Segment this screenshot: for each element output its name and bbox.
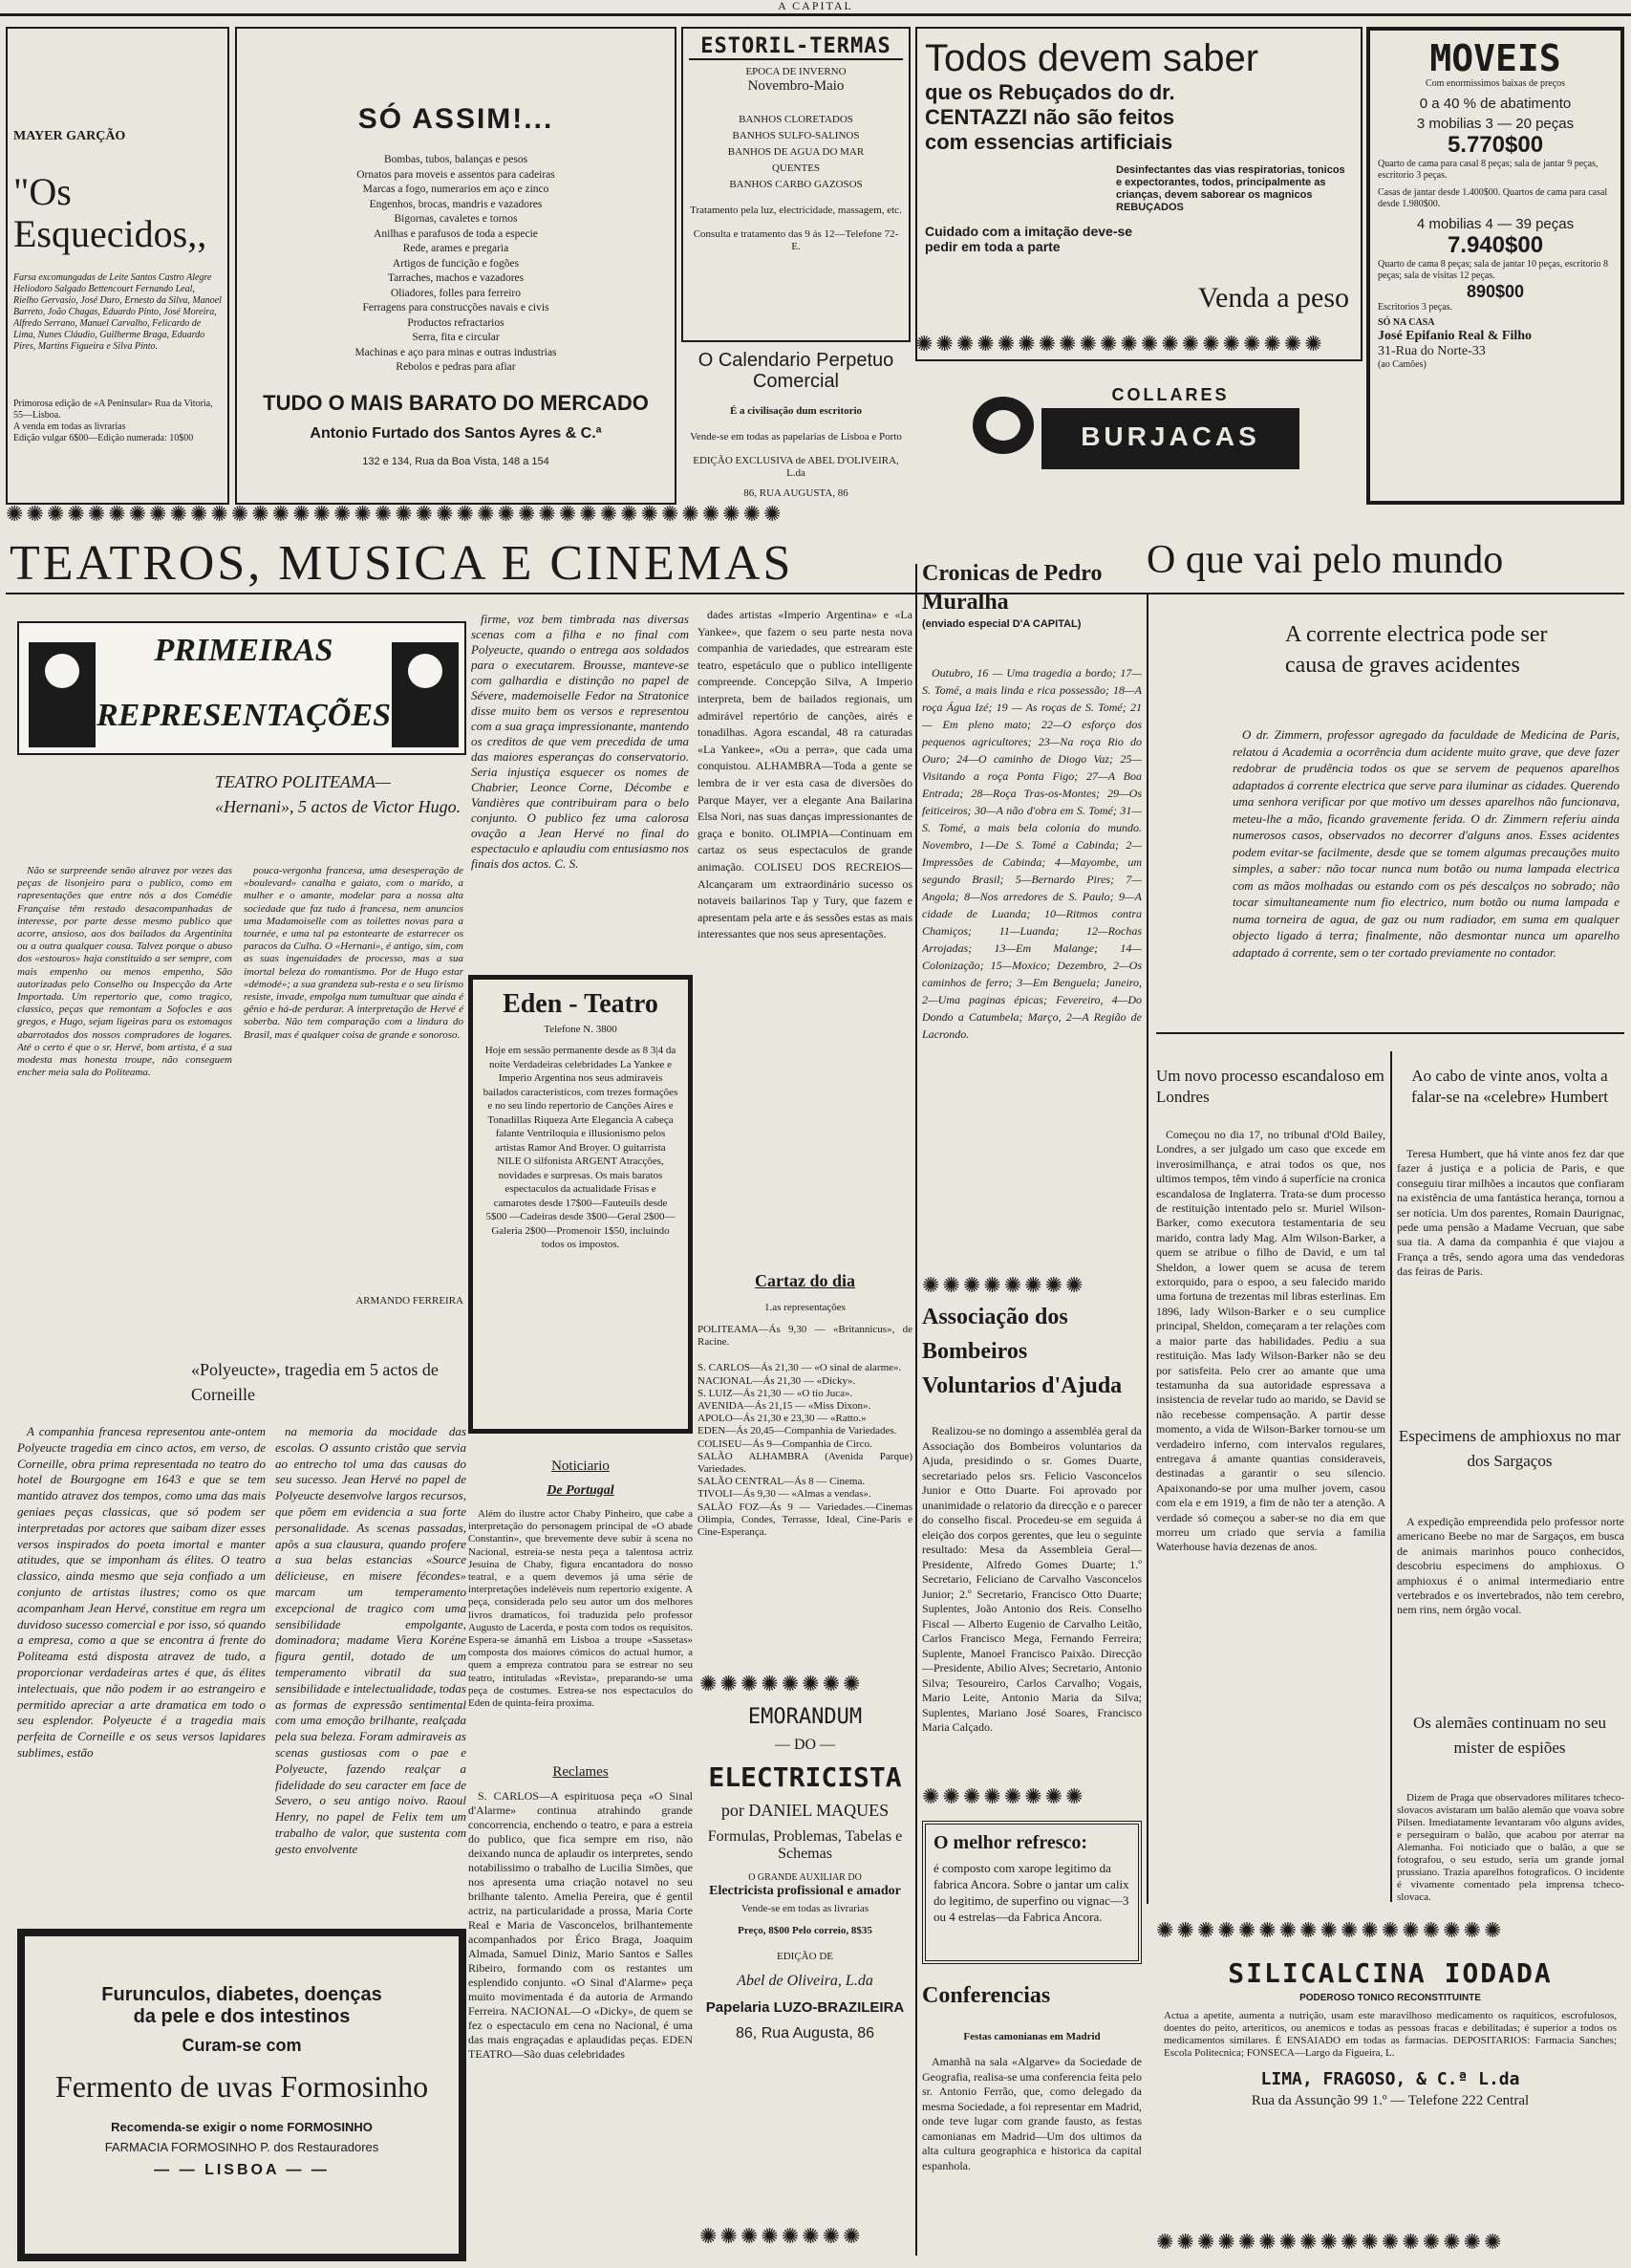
list-item: Rebolos e pedras para afiar xyxy=(396,361,516,373)
list-item: Artigos de funcição e fogões xyxy=(392,257,520,270)
heading-text: De Portugal xyxy=(547,1483,614,1498)
ad-l4: Fermento de uvas Formosinho xyxy=(54,2069,429,2104)
ad-l10: EDIÇÃO DE xyxy=(777,1951,833,1962)
ad-line3: com essencias artificiais xyxy=(925,130,1173,154)
list-item: Marcas a fogo, numerarios em aço e zinco xyxy=(362,184,549,195)
list-item: Anilhas e parafusos de toda a especie xyxy=(374,227,538,240)
ad-sub: Com enormissimos baixas de preços xyxy=(1425,78,1566,89)
ad-address: 31-Rua do Norte-33 xyxy=(1378,344,1486,358)
ad-l1: EMORANDUM xyxy=(747,1705,863,1729)
ad-so-assim xyxy=(235,27,676,505)
ad-title: ESTORIL-TERMAS xyxy=(689,34,903,60)
ad-title: MOVEIS xyxy=(1429,37,1561,79)
article-text: Amanhã na sala «Algarve» da Sociedade de Geografia, realisa-se uma conferencia feita pelo sr. Antonio Ferrão, que, como delegado da mesma Sociedade, a foi representar em Madrid, onde teve lugar com grande fausto, as festas camonianas em Madrid—Um dos ultimos da alta cultura geographica e historica da capital espanhola. xyxy=(922,2055,1142,2172)
ad-d3: Quarto de cama 8 peças; sala de jantar 10 peças, escritorio 8 peças; sala de visitas 12 peças. xyxy=(1378,259,1609,281)
article-col-poly-1 xyxy=(17,1424,266,1959)
amphioxus-heading xyxy=(1395,1424,1624,1510)
swirl-border: ✺✺✺✺✺✺✺✺ xyxy=(699,2227,864,2248)
list-item: Bombas, tubos, balanças e pesos xyxy=(383,154,528,165)
cartaz-heading xyxy=(697,1271,912,1298)
politeama-heading xyxy=(215,769,473,855)
heading-text: Um novo processo escandaloso em Londres xyxy=(1156,1067,1384,1106)
article-col-3 xyxy=(471,612,689,956)
ad-sale: Vende-se em todas as papelarias de Lisboa e Porto xyxy=(690,431,902,443)
ad-title: O melhor refresco: xyxy=(934,1832,1088,1853)
ad-slogan: TUDO O MAIS BARATO DO MERCADO xyxy=(263,390,649,415)
ad-firm: Antonio Furtado dos Santos Ayres & C.ª xyxy=(310,424,602,442)
ad-near: (ao Camões) xyxy=(1378,359,1427,370)
ad-phone: Telefone N. 3800 xyxy=(544,1024,617,1035)
heading-text: Conferencias xyxy=(922,1983,1051,2008)
swirl-border: ✺✺✺✺✺✺✺✺✺✺✺✺✺✺✺✺✺ xyxy=(1156,2233,1505,2254)
article-col-imperio xyxy=(697,607,912,1266)
article-text: O dr. Zimmern, professor agregado da faculdade de Medicina de Paris, relatou á Academia a ocorrência dum acidente muito grave, que deve fazer redobrar de prudência todos os que se servem de pequenos aparelhos adaptados á corrente electrica que serve para iluminar as cidades. Querendo uma senhora verificar por que motivo um desses aparelhos não funcionava, meteu-lhe a mão, ficando gravemente ferida. O dr. Zimmern referiu ainda numerosos casos, observados no decorrer d'alguns anos. Esses acidentes podem evitar-se facilmente, desde que se tomem algumas precauções muito simples, a saber: não tocar nunca num botão ou numa lampada electrica com as mãos molhadas ou estando com os pés descalços no sobrado; não tocar simultaneamente num fio electrico, num botão ou numa lampada e numa torneira de agua, de gaz ou num radiador, em suma em qualquer objecto ligado á terra; finalmente, não desmontar nunca um aparelho adaptado á corrente, sem o ter cortado previamente no contador. xyxy=(1233,727,1620,960)
reclames-body xyxy=(468,1789,693,2257)
ad-d1: Quarto de cama para casal 8 peças; sala de jantar 9 peças, escritorio 3 peças. xyxy=(1378,159,1599,181)
article-text: Realizou-se no domingo a assembléa geral da Associação dos Bombeiros voluntarios da Ajuda, presidindo o sr. Gomes Duarte, secretariado pelos srs. Felicio Vasconcelos Junior e Otto Duarte. Foi aprovado por unanimidade o relatorio da direcção e o parecer do conselho fiscal. Procedeu-se em seguida á eleição dos corpos gerentes, que leu o seguinte resultado: Mesa da Assembleia Geral—Presidente, Alfredo Gomes Duarte; 1.º Secretario, Feliciano de Carvalho Vasconcelos Junior; 2.º Secretario, Francisco Otto Duarte; Suplentes, João Antonio dos Reis. Conselho Fiscal — Alberto Eugenio de Carvalho Leitão, Carlos Francisco Mega, Fernando Ferreira; Suplente, Manoel Francisco Paixão. Direcção—Presidente, Abilio Alves; Secretario, Antonio Silva; Tesoureiro, Carlos Carvalho; Vogais, Mario Leite, Antonio Maria da Silva; Suplentes, Mariano José Soares, Francisco Maria Calçado. xyxy=(922,1424,1142,1734)
ad-p1: 5.770$00 xyxy=(1447,132,1544,158)
ad-desc: Desinfectantes das vias respiratorias, tonicos e expectorantes, todos, principalmente as crianças, devem saborear os magnicos REBUÇADOS xyxy=(1116,164,1345,213)
list-item: TIVOLI—Ás 9,30 — «Almas a vendas». xyxy=(697,1488,871,1501)
article-text: Outubro, 16 — Uma tragedia a bordo; 17—S. Tomé, a mais linda e rica possessão; 18—A roça Água Izé; 19 — As roças de S. Tomé; 21 — Em pleno mato; 22—O esforço dos pequenos agricultores; 23—Na roça Rio do Ouro; 24—O caminho de Diogo Vaz; 25—Visitando a roça Ponta Figo; 27—A Boa Entrada; 28—Roça Tras-os-Montes; 29—Os feiticeiros; 30—A não d'obra em S. Tomé; 31—S. Tomé, a mais bela colonia do mundo. Novembro, 1—De S. Tomé a Cabinda; 2—Impressões de Cabinda; 4—Mayombe, um segundo Brasil; 5—Bernardo Pires; 7—Angola; 8—Nos arredores de S. Paulo; 9—A cidade de Luanda; 10—Ritmos contra Chamiços; 11—Luanda; 12—Rochas Arrojadas; 13—Em Malange; 14—Colonização; 15—Moxico; Dezembro, 2—Os caminhos de ferro; 3—Em Benguela; Janeiro, 2—Uma paginas épicas; Fevereiro, 4—Do Dondo a Catumbela; Março, 2—A Região de Lacrondo. xyxy=(922,666,1142,1041)
ad-months: Novembro-Maio xyxy=(747,78,845,94)
list-item: EDEN—Ás 20,45—Companhia de Variedades. xyxy=(697,1425,897,1437)
processo-body xyxy=(1156,1128,1385,1892)
heading-text: Especimens de amphioxus no mar dos Sargaços xyxy=(1398,1427,1621,1470)
section-heading-mundo xyxy=(1147,537,1624,593)
ad-edition: EDIÇÃO EXCLUSIVA de ABEL D'OLIVEIRA, L.da xyxy=(693,455,899,479)
ad-firm: José Epifanio Real & Filho xyxy=(1378,329,1533,343)
ad-l5: Recomenda-se exigir o nome FORMOSINHO xyxy=(111,2120,373,2134)
signature-text: ARMANDO FERREIRA xyxy=(355,1295,463,1307)
article-text: Teresa Humbert, que há vinte anos fez dar que fazer á justiça e a policia de Paris, e que conseguiu tirar milhões a incautos que confiaram na existência de uma fantástica herança, tornou a ser notícia. Um dos parentes, Romain Daurignac, pede uma pensão a Madame Vecruan, que sabe sua tia. A dama da companhia é que viajou a França a três, sendo agora uma das vendedoras das feiras de Paris. xyxy=(1397,1147,1624,1279)
heading-text: 1.as representações xyxy=(764,1302,846,1313)
heading-text: Noticiario xyxy=(551,1458,610,1474)
ad-price: Edição vulgar 6$00—Edição numerada: 10$00 xyxy=(13,433,194,443)
ad-mayer-garcao xyxy=(6,27,229,505)
ad-l5: Formulas, Problemas, Tabelas e Schemas xyxy=(707,1828,903,1862)
swirl-border: ✺✺✺✺✺✺✺✺✺✺✺✺✺✺✺✺✺ xyxy=(1156,1921,1505,1942)
ad-title: SILICALCINA IODADA xyxy=(1228,1957,1553,1989)
ad-p2: 7.940$00 xyxy=(1447,232,1544,258)
ad-line1: COLLARES xyxy=(1111,385,1230,404)
heading-text: Associação dos Bombeiros Voluntarios d'Ajuda xyxy=(922,1305,1123,1398)
ad-title: O Calendario Perpetuo Comercial xyxy=(697,350,894,392)
muralha-heading xyxy=(922,559,1142,645)
heading-text: Os alemães continuam no seu mister de espiões xyxy=(1412,1714,1607,1757)
article-text: pouca-vergonha francesa, uma desesperação de «boulevard» canalha e gaiato, com o marido, a mulher e o amante, modelar para a nossa alta sociedade que faz tudo á francesa, nem anuncios uma Madamoiselle com as toilettes novas para a tournée, e uma tal pa estontearte de estarrecer os paracos da Culha. O «Hernani», é antigo, sim, com as suas ingenuidades de processo, mas a sua imortal beleza do romantismo. Por de Hugo estar «démodé»; a sua grandeza sub-resta e o seu lirismo resiste, invade, empolga num tumultuar que ainda é gênio e há-de perdurar. A interpretação de Hervé é soberba. Não tem comparação com a lindura do Brasil, mas é qualquer coisa de grande e sonoroso. xyxy=(244,865,463,1041)
list-item: BANHOS CLORETADOS xyxy=(739,114,853,125)
corrente-heading xyxy=(1285,619,1600,715)
list-item: SALÃO CENTRAL—Ás 8 — Cinema. xyxy=(697,1476,866,1488)
list-item: POLITEAMA—Ás 9,30 — «Britannicus», de Racine. xyxy=(697,1324,912,1349)
divider xyxy=(6,593,1624,594)
ad-items xyxy=(245,153,667,376)
heading-text: A corrente electrica pode ser causa de graves acidentes xyxy=(1285,622,1548,678)
list-item: Ornatos para moveis e assentos para cadeiras xyxy=(356,168,555,181)
corrente-body xyxy=(1233,726,1620,1023)
ad-l7: — — LISBOA — — xyxy=(154,2162,330,2178)
heading-text: «Polyeucte», tragedia em 5 actos de Corneille xyxy=(191,1360,439,1404)
article-text: Dizem de Praga que observadores militares tcheco-slovacos avistaram um balão alemão que voava sobre Pilsen. Imediatamente levantaram vôo alguns avides, e perseguiram o balão, que acabou por aterrar na Alemanha. Foi noticiado que o balão, a que se fotografou, o seu estudo, seria um grande jornal prussiano. Trazia aparelhos fotograficos. O incidente é vivamente comentado pela imprensa tcheco-slovaca. xyxy=(1397,1792,1624,1902)
article-col-1 xyxy=(17,865,232,1324)
column-rule xyxy=(1147,594,1148,1904)
swirl-border: ✺✺✺✺✺✺✺✺✺✺✺✺✺✺✺✺✺✺✺✺✺✺✺✺✺✺✺✺✺✺✺✺✺✺✺✺✺✺ xyxy=(6,505,784,526)
ad-line2: BURJACAS xyxy=(1081,421,1260,451)
ad-d2: Casas de jantar desde 1.400$00. Quartos de cama para casal desde 1.980$00. xyxy=(1378,187,1608,209)
list-item: S. CARLOS—Ás 21,30 — «O sinal de alarme». xyxy=(697,1362,902,1374)
list-item: SALÃO ALHAMBRA (Avenida Parque) Variedades. xyxy=(697,1450,912,1476)
ad-header: MAYER GARÇÃO xyxy=(13,129,126,143)
bombeiros-body xyxy=(922,1424,1142,1806)
list-item: AVENIDA—Ás 21,15 — «Miss Dixon». xyxy=(697,1400,871,1413)
article-text: Começou no dia 17, no tribunal d'Old Bailey, Londres, a ser julgado um caso que excede em inverosimilhança, e atrai todos os que, nos ultimos tempos, têm vindo á superfície na cronica escandalosa de Inglaterra. Trata-se dum processo de restituição intentado pelo sr. Muriel Wilson-Barker, como executora testamentaria de seu marido, contra lady Mag. Alm Wilson-Barker, a quem se atribue o filho de David, e um tal Sheldon, a lower quem se acusa de terem extorquido, para o espoo, a seu falecido marido uma fortuna de trezentas mil libras esterlinas. Em 1896, lady Wilson-Barker e o seu cumplice principal, Sheldon, começaram a ter relações com a maior parte das habilidades. Pediu a sua restituição. Mas lady Wilson-Barker não se deu por satisfeita. Pelo crer ao amante que uma testamunha da sua autoridade espressava a insistencia de revelar tudo ao marido, se David se não recebesse compensação. A partir desse momento, a vida de Wilson-Barker tornou-se um verdadeiro inferno, com intervalos regulares, entregava á amante quantias consideraveis, destinadas a garantir o seu silencio. Apaixonando-se por uma mulher jovem, casou com ela e em 1919, a fim de não ter a atenção. A verdade só começou a saber-se no dia em que morreu um criado que servia a familia Waterhouse havia dezenas de anos. xyxy=(1156,1128,1385,1554)
noticiario-heading xyxy=(468,1458,693,1479)
list-item: COLISEU—Ás 9—Companhia de Circo. xyxy=(697,1437,872,1450)
ad-silicalcina xyxy=(1156,1950,1624,2217)
ad-calendario xyxy=(681,344,911,526)
swirl-border: ✺✺✺✺✺✺✺✺ xyxy=(922,1787,1086,1808)
cartaz-sub xyxy=(697,1302,912,1317)
ad-body: Farsa excomungadas de Leite Santos Castro Alegre Heliodoro Salgado Bettencourt Fernando Leal, Rielho Gervasio, José Duro, Ernesto da Silva, Manoel Barreto, João Chagas, Eduardo Pinto, José Moreira, Alfredo Serrano, Manuel Carvalho, Felicardo de Lima, Nunes Cláudio, Guilherme Braga, Eduardo Pires, Martins Figueira e Silva Pinto. xyxy=(13,272,222,352)
ad-l3: ELECTRICISTA xyxy=(708,1761,902,1793)
ad-consult: Consulta e tratamento das 9 ás 12—Telefone 72-E. xyxy=(693,228,899,252)
ad-title: "Os Esquecidos,, xyxy=(13,170,207,255)
list-item: Bigornas, cavaletes e tornos xyxy=(394,213,518,225)
ad-collares xyxy=(965,378,1309,483)
section-title: TEATROS, MUSICA E CINEMAS xyxy=(10,536,794,591)
ad-firm: LIMA, FRAGOSO, & C.ª L.da xyxy=(1260,2069,1520,2089)
heading-text: TEATRO POLITEAMA— «Hernani», 5 actos de Victor Hugo. xyxy=(215,772,461,816)
article-text: A companhia francesa representou ante-ontem Polyeucte tragedia em cinco actos, em verso, de Corneille, obra prima representada no teatro do hotel de Bourgogne em 1643 e que se tem mantido atravez dos tempos, como uma das mais geniaes peças classicas, que só podem ser interpretadas por actores que saibam dizer esses versos inspirados do poeta imortal e manter atitudes, que se imponham ás élites. O teatro classico, ainda mesmo que seja confiado a um conjunto de artistas ilustres; como os que acompanham Jean Hervé, constitue em regra um duvidoso sucesso comercial e por isso, só quando a empresa, como a que se encontra á frente do Politeama está disposta atravez de tudo, a proporcionar verdadeiras artes é que, ás élites intelectuais, que não podem ir ao estrangeiro e permitido apreciar a arte dramatica em todo o seu esplendor. Polyeucte é a tragedia mais perfeita de Corneille e os seus versos lapidares sublimes, estão xyxy=(17,1424,266,1760)
article-text: na memoria da mocidade das escolas. O assunto cristão que servia ao entrecho tol uma das causas do seu sucesso. Jean Hervé no papel de Polyeucte desenvolve largos recursos, que põem em evidencia a sua forte personalidade. As scenas passadas, apôs a sua clausura, quando profere a sua belas estancias «Source délicieuse, en misere fécondes» marcam um temperamento excepcional de tragico com uma sensibilidade empolgante, dominadora; madame Viera Koréne figura gentil, dotado de um temperamento vibratil da sua sensibilidade e intelectualidade, todas as formas de expressão sentimental com uma emoção brilhante, realçada pela sua beleza. Foram admiraveis as scenas gustiosas com o pae e Polyeucte, fazendo realçar a fidelidade do seu caracter em face de Severo, o seu antigo noivo. Raoul Henry, no papel de Felix tem um trabalho de valor, que sustenta com gesto envolvente xyxy=(275,1424,466,1856)
article-text: Além do ilustre actor Chaby Pinheiro, que cabe a interpretação do personagem principal de «O abade Constantin», que brevemente deve subir á scena no Nacional, estreia-se nesta peça a talentosa actriz Jesuína de Chaby, figura encantadora do nosso teatral, e a quem devemos já uma série de interpretações indeléveis num repertorio exigente. A peça, considerada pelo seu autor um dos melhores livros dramaticos, foi traduzida pelo professor Augusto de Lacerda, e posta com todos os requisitos. Espera-se ámanhã em Lisboa a troupe «Sassetas» composta dos maiores cómicos do actual humor, a quem a empreza contratou para se estrear no seu teatro, intituladas «Revista», preparando-se uma peça de costumes. Estrea-se nos espectaculos do Eden de quinta-feira proxima. xyxy=(468,1508,693,1710)
ad-l2: da pele e dos intestinos xyxy=(133,2006,351,2027)
banner-line2: REPRESENTAÇÕES xyxy=(96,698,391,733)
ad-l6: FARMACIA FORMOSINHO P. dos Restauradores xyxy=(104,2140,379,2154)
list-item: Rede, arames e pregaria xyxy=(402,243,509,254)
article-text: S. CARLOS—A espirituosa peça «O Sinal d'Alarme» continua atrahindo grande concorrencia, enchendo o teatro, e para a estreia do publico, que fica sempre em riso, não deixando nunca de aplaudir os interpretes, sendo notabilissimo o trabalho de Lucilia Simões, que nos apresenta uma criação notavel no seu brilhante talento. Amelia Pereira, que é gentil actriz, na particularidade a prossa, Maria Corte Real e Maria de Vasconcelos, brilhantemente acompanhados por Érico Braga, Joaquim Almada, Samuel Diniz, Mario Santos e Salles Ribeiro, formando com os restantes um esplendido conjunto. «O Sinal d'Alarme» peça muito movimentada é da autoria de Armando Ferreira. NACIONAL—O «Dicky», de quem se fez o espectaculo em cena no Nacional, é uma das mais engraçadas e aplaudidas peças. EDEN TEATRO—São duas celebridades xyxy=(468,1789,693,2061)
ad-d4: Escritorios 3 peças. xyxy=(1378,302,1453,313)
ad-l11: Abel de Oliveira, L.da xyxy=(737,1973,873,1989)
humbert-body xyxy=(1397,1147,1624,1405)
article-col-2 xyxy=(244,865,463,1324)
heading-sub: (enviado especial D'A CAPITAL) xyxy=(922,618,1082,630)
ad-only: SÓ NA CASA xyxy=(1378,317,1435,328)
ad-text: é composto com xarope legitimo da fabrica Ancora. Sobre o jantar um calix do legitimo, de superfino ou vignac—3 ou 4 estrelas—da Fabrica Ancora. xyxy=(934,1861,1129,1924)
alemaes-heading xyxy=(1395,1711,1624,1787)
processo-heading xyxy=(1156,1066,1385,1123)
list-item: Machinas e aço para minas e outras industrias xyxy=(354,346,557,358)
muralha-body xyxy=(922,664,1142,1257)
list-item: Oliadores, folles para ferreiro xyxy=(390,287,522,299)
ad-season: EPOCA DE INVERNO xyxy=(745,66,847,77)
heading-text: Cartaz do dia xyxy=(755,1271,855,1290)
swirl-border: ✺✺✺✺✺✺✺✺ xyxy=(699,1674,864,1696)
list-item: NACIONAL—Ás 21,30 — «Dicky». xyxy=(697,1374,856,1387)
article-col-poly-2 xyxy=(275,1424,466,1959)
section-heading-teatros xyxy=(10,535,955,593)
primeiras-representacoes-banner xyxy=(17,621,466,755)
ad-memorandum xyxy=(697,1701,912,2227)
ad-body: Hoje em sessão permanente desde as 8 3|4 da noite Verdadeiras celebridades La Yankee e Imperio Argentina nos seus admiraveis bailados característicos, com trezes formações e no seu lindo repertorio de Canções Aires e Tonadillas Riqueza Arte Elegancia A cabeça falante Ventriloquia e illusionismo pelos artistas Ramor And Broyer. O guitarrista NILE O silfonista ARGENT Atracções, novidades e surpresas. Os mais baratos espectaculos da actualidade Frisas e camarotes desde 17$00—Fauteuils desde 5$00 —Cadeiras desde 3$00—Geral 2$00—Galeria 2$00—Promenoir 1$50, incluindo todos os impostos. xyxy=(483,1045,678,1250)
ad-refresco xyxy=(922,1821,1142,1964)
list-item: Productos refractarios xyxy=(407,316,504,329)
ad-text: Actua a apetite, aumenta a nutrição, usam este maravilhoso medicamento os raquiticos, escrofulosos, doentes do peito, arteriticos, ou anemicos e todas as pessoas fracas e debilitadas; é superior a todos os medicamentos similares. É ENSAIADO em todas as farmacias. DEPOSITARIOS: Farmacia Sanches; Escola Politecnica; FONSECA—Largo da Figueira, L. xyxy=(1164,2010,1617,2059)
ad-l6: O GRANDE AUXILIAR DO xyxy=(748,1872,862,1883)
list-item: BANHOS CARBO GAZOSOS xyxy=(729,179,863,190)
article-text: Não se surpreende senão alravez por vezes das peças de lisonjeiro para o publico, como em rapresentações que entre nós a dos Comédie Française têm restado desacompanhadas de interesse, por parte desse mesmo publico que acorre, ansioso, aos dos bailados da Argentinita ou a outra qualquer cousa. Talvez porque o abuso dos «estouros» haja constituido a ser sempre, com mais empenho ou menos empenho, São autorizadas pelo Conselho ou Inspecção da Arte Importada. Um repertorio que, como tragico, classico, peças que remontam a Sofocles e aos gregos, e Hugo, sejam ligeiras para os estomagos abarrotados dos nossos compradores de logares. Até o certo é que o sr. Hervé, bom artista, é a sua modesta mas honesta troupe, não conseguem encher meia sala do Politeama. xyxy=(17,865,232,1079)
ad-address: 86, RUA AUGUSTA, 86 xyxy=(743,487,848,499)
ad-m1: 3 mobilias 3 — 20 peças xyxy=(1416,116,1575,132)
list-item: BANHOS DE AGUA DO MAR xyxy=(727,146,865,158)
ad-title: Eden - Teatro xyxy=(503,989,658,1019)
heading-text: Festas camonianas em Madrid xyxy=(963,2031,1101,2042)
ad-l12: Papelaria LUZO-BRAZILEIRA xyxy=(705,1999,905,2016)
article-text: dades artistas «Imperio Argentina» e «La Yankee», que fazem o seu parte nesta nova companhia de variedades, que estrearam este teatro, espetáculo que o publico intelligente compreende. Concepção Silva, A Imperio interpreta, bem de bailados regionais, um admirável repertório de canções, airés e tonadilhas. Agora escandal, 48 ra caturadas «La Yankee», «Ou a perra», que cada uma conquistou. ALHAMBRA—Toda a gente se lembra de ir ver esta casa de diversões do Parque Mayer, ver a elegante Ana Bailarina Elsa Nori, nas suas danças impressionantes de graça e bonito. OLIMPIA—Continuam em cartaz os seus espectaculos de grande animação. COLISEU DOS RECREIOS—Alcançaram um extraordinário sucesso os notaveis bailarinos Tap y Tury, que fazem e apresentam pela arte e ás sessões estas as mais interessantes que nos seus apresentações. xyxy=(697,608,912,941)
reclames-heading xyxy=(468,1763,693,1784)
ad-line1: que os Rebuçados do dr. xyxy=(925,80,1175,104)
alemaes-body xyxy=(1397,1792,1624,1902)
ad-m2: 4 mobilias 4 — 39 peças xyxy=(1416,216,1575,232)
ad-title: SÓ ASSIM!... xyxy=(357,103,554,135)
ad-line2: CENTAZZI não são feitos xyxy=(925,105,1175,129)
ad-centazzi xyxy=(915,27,1363,361)
noticiario-sub xyxy=(468,1481,693,1502)
ad-sub: PODEROSO TONICO RECONSTITUINTE xyxy=(1299,1993,1481,2003)
article-text: A expedição empreendida pelo professor norte americano Beebe no mar de Sargaços, em busca de animais marinhos pouco conhecidos, descobriu especimens do amphioxus. O amphioxus é o animal intermediario entre vertebrados e os invertebrados, não tem cerebro, nem rins, nem órgão vocal. xyxy=(1397,1515,1624,1617)
article-text: firme, voz bem timbrada nas diversas scenas com a filha e no final com Polyeucte, quando o entrega aos soldados para o executarem. Brousse, manteve-se com galhardia e distinção no papel de Sévere, mademoiselle Fedor na Stratonice disse muito bem os versos e representou com a sua graça impressionante, mantendo os creditos de que vem precedida de uma das maiores esperanças do conservatorio. Seria injustiça esquecer os nomes de Chabrier, Leonce Corne, Décombe e Vandières que contribuiram para o belo conjunto. O publico fez uma calorosa ovação a Jean Hervé no final do espectaculo e aplaudiu com entusiasmo nos finais dos actos. C. S. xyxy=(471,612,689,871)
ad-l7: Electricista profissional e amador xyxy=(709,1884,901,1898)
list-item: SALÃO FOZ—Ás 9 — Variedades.—Cinemas Olimpia, Condes, Terrasse, Ideal, Cine-Paris e Cine-Esperança. xyxy=(697,1501,912,1539)
masthead-title: A CAPITAL xyxy=(778,0,853,12)
list-item: S. LUIZ—Ás 21,30 — «O tio Juca». xyxy=(697,1387,853,1399)
heading-text: Reclames xyxy=(552,1764,609,1780)
list-item: Ferragens para construcções navais e civis xyxy=(362,302,549,313)
ad-address: 132 e 134, Rua da Boa Vista, 148 a 154 xyxy=(362,455,549,467)
swirl-border: ✺✺✺✺✺✺✺✺ xyxy=(922,1276,1086,1297)
signature xyxy=(296,1295,463,1310)
list-item: Engenhos, brocas, mandris e vazadores xyxy=(369,198,543,210)
ad-l9: Preço, 8$00 Pelo correio, 8$35 xyxy=(738,1925,872,1936)
ad-l3: Curam-se com xyxy=(182,2036,302,2055)
list-item: Tarraches, machos e vazadores xyxy=(387,272,525,284)
section-title: O que vai pelo mundo xyxy=(1147,538,1504,582)
ad-l1: Furunculos, diabetes, doenças xyxy=(101,1984,382,2005)
ad-moveis xyxy=(1366,27,1624,505)
masthead-rule xyxy=(0,13,1631,16)
list-item: BANHOS SULFO-SALINOS xyxy=(732,130,860,141)
polyeucte-heading xyxy=(191,1357,468,1415)
conferencias-body xyxy=(922,2055,1142,2256)
heading-text: Ao cabo de vinte anos, volta a falar-se na «celebre» Humbert xyxy=(1411,1067,1608,1106)
ad-sale: A venda em todas as livrarias xyxy=(13,421,126,432)
list-item: QUENTES xyxy=(771,162,821,174)
humbert-heading xyxy=(1395,1066,1624,1142)
list-item: APOLO—Ás 21,30 e 23,30 — «Ratto.» xyxy=(697,1413,867,1425)
ad-edition: Primorosa edição de «A Peninsular» Rua da Vitoria, 55—Lisboa. xyxy=(13,399,213,421)
heading-text: Cronicas de Pedro Muralha xyxy=(922,561,1103,615)
ad-l4: por DANIEL MAQUES xyxy=(720,1801,890,1820)
divider xyxy=(1156,1032,1624,1034)
ad-title: Todos devem saber xyxy=(925,37,1259,79)
ad-warning: Cuidado com a imitação deve-se pedir em toda a parte xyxy=(925,224,1133,254)
ad-discount: 0 a 40 % de abatimento xyxy=(1419,96,1572,112)
conferencias-sub xyxy=(922,2031,1142,2046)
banner-line1: PRIMEIRAS xyxy=(154,633,333,668)
ad-eden-teatro xyxy=(468,975,693,1434)
ad-estoril-termas xyxy=(681,27,911,342)
list-item: Serra, fita e circular xyxy=(412,332,500,343)
ad-l13: 86, Rua Augusta, 86 xyxy=(736,2025,874,2041)
ad-sale: Venda a peso xyxy=(1197,282,1349,313)
swirl-border: ✺✺✺✺✺✺✺✺✺✺✺✺✺✺✺✺✺✺✺✺ xyxy=(915,335,1325,356)
cartaz-list xyxy=(697,1324,912,1610)
column-rule xyxy=(915,564,917,2256)
column-rule xyxy=(1390,1051,1392,1902)
noticiario-body xyxy=(468,1508,693,1757)
ad-l8: Vende-se em todas as livrarias xyxy=(740,1903,869,1914)
ad-subtitle: É a civilisação dum escritorio xyxy=(729,405,863,417)
conferencias-heading xyxy=(922,1983,1142,2021)
amphioxus-body xyxy=(1397,1515,1624,1696)
ad-p3: 890$00 xyxy=(1466,282,1525,301)
ad-l2: — DO — xyxy=(774,1737,836,1753)
ad-furunculos xyxy=(17,1929,466,2261)
bombeiros-heading xyxy=(922,1300,1142,1415)
ad-address: Rua da Assunção 99 1.º — Telefone 222 Central xyxy=(1251,2093,1530,2108)
ad-baths xyxy=(689,112,903,193)
ad-treatment: Tratamento pela luz, electricidade, massagem, etc. xyxy=(690,205,902,216)
